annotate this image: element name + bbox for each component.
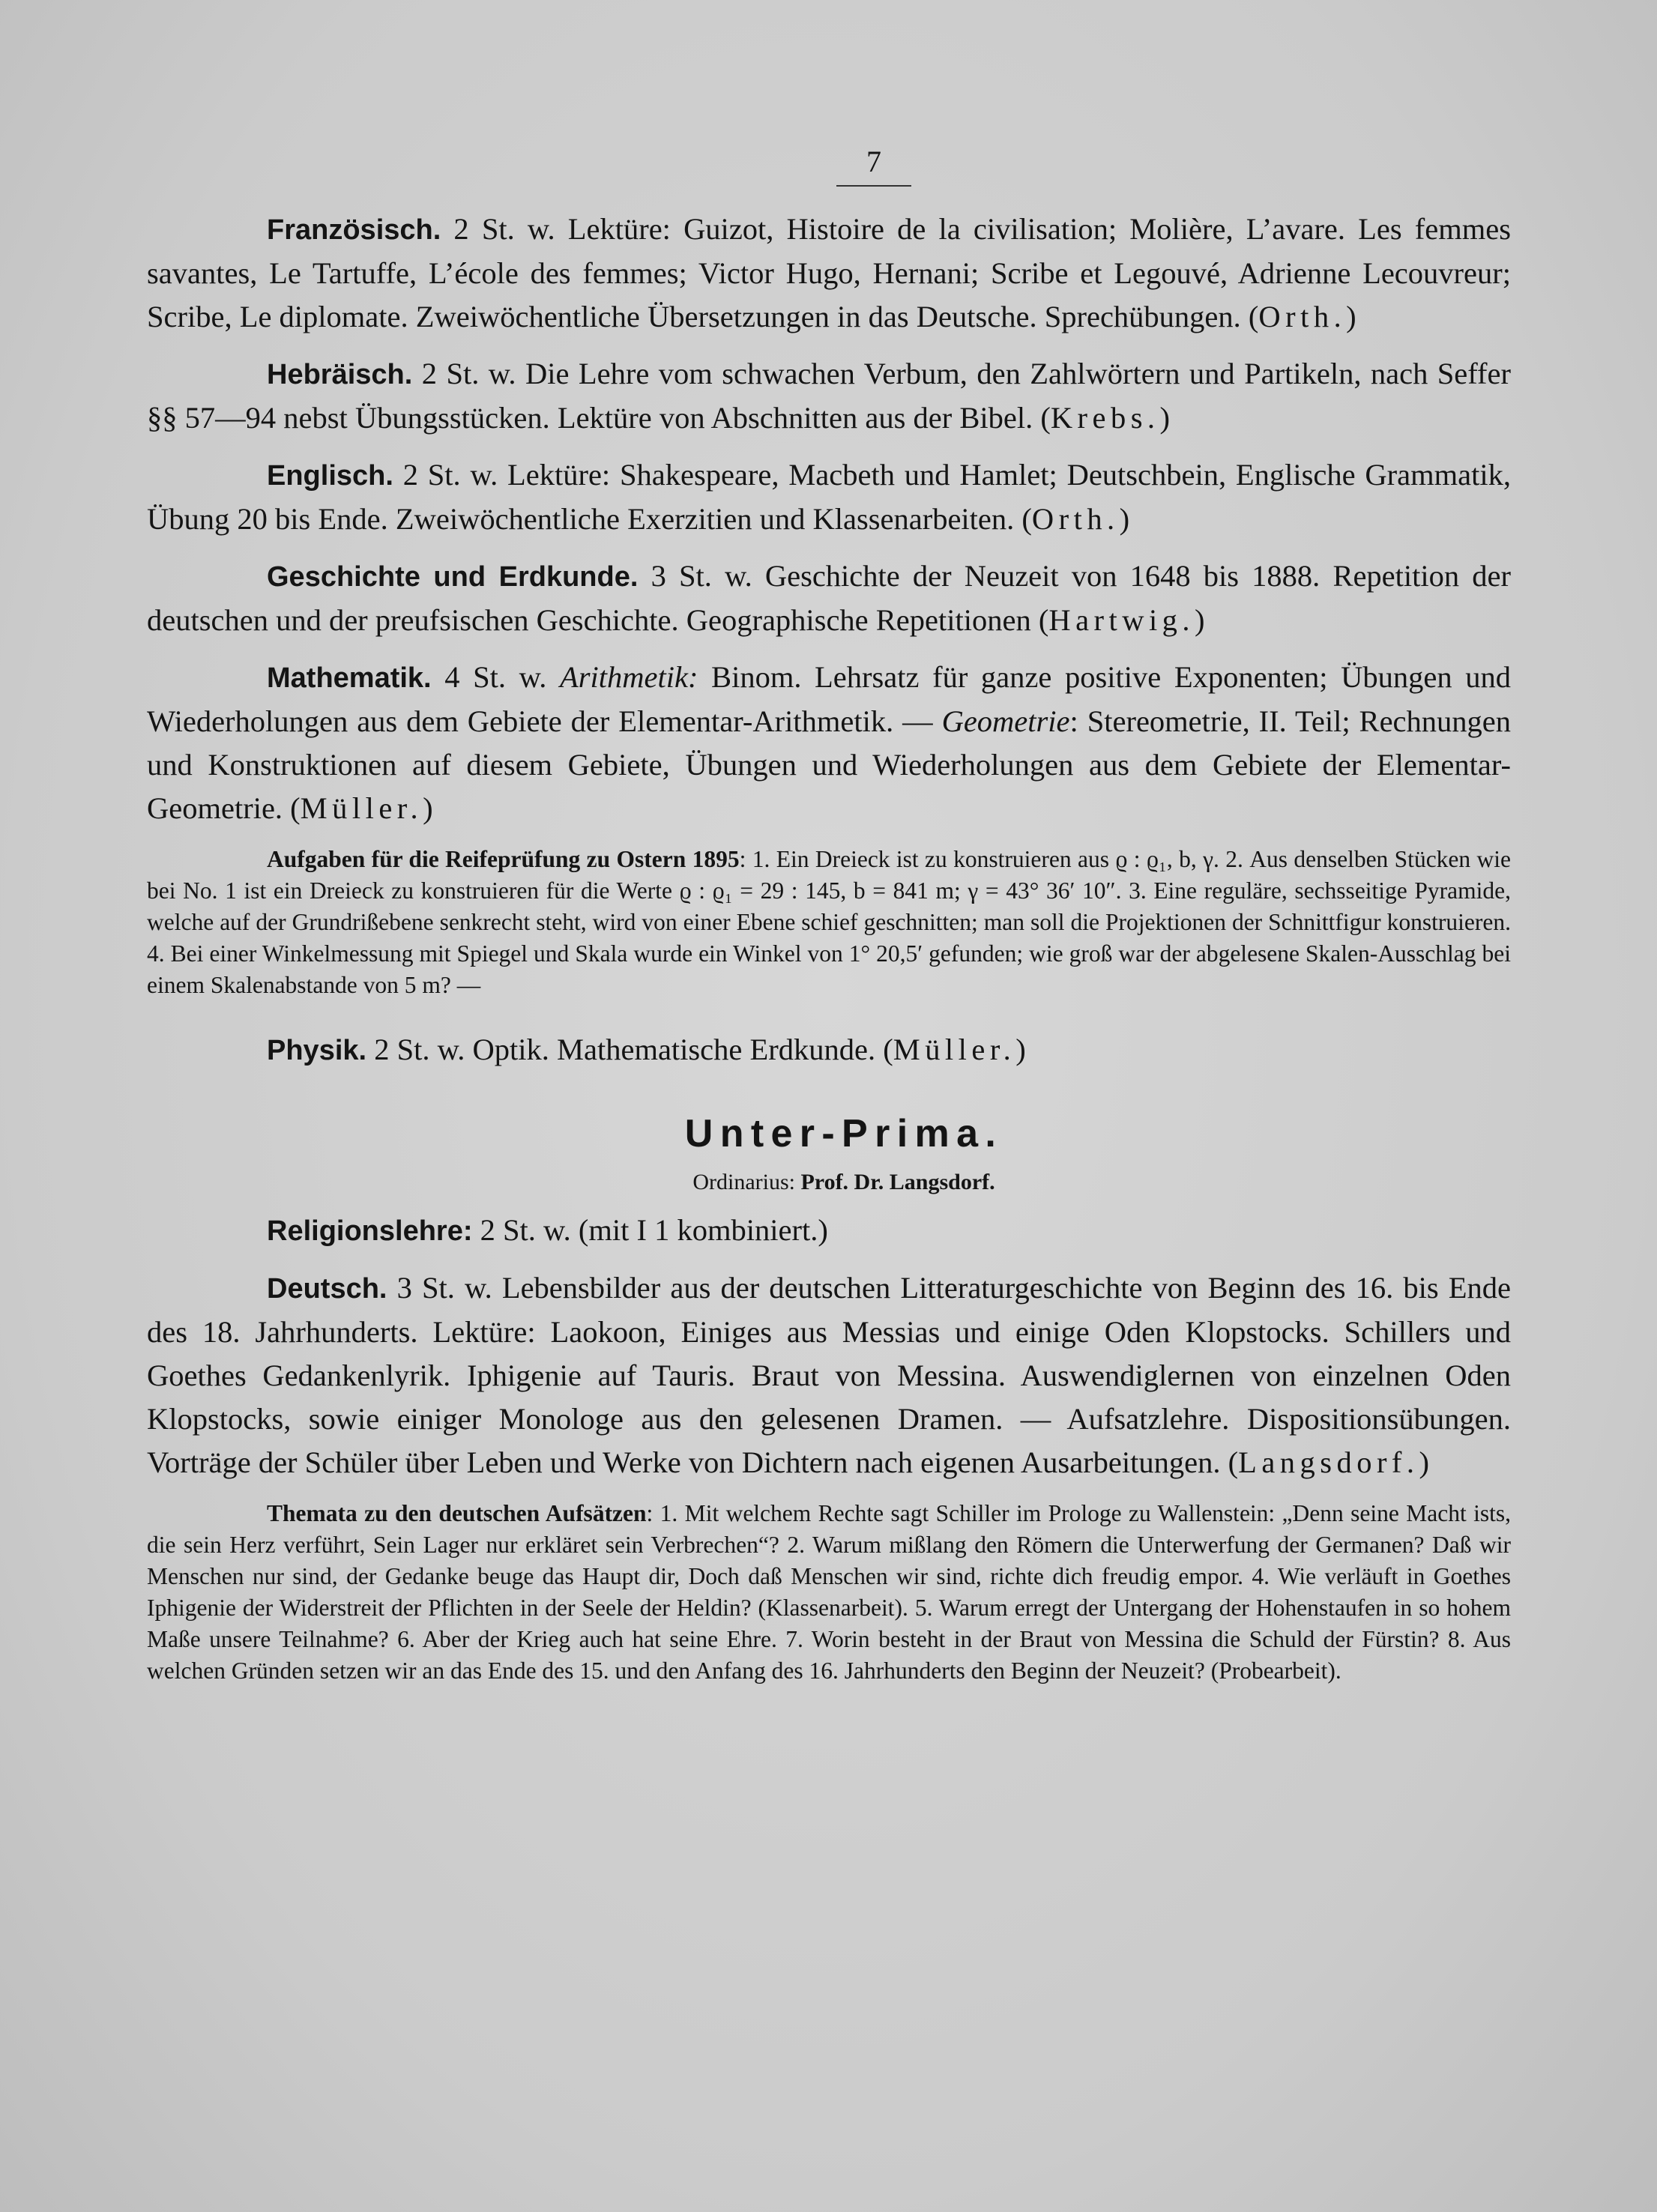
paragraph-religionslehre — [147, 1209, 1511, 1253]
small-heading: Aufgaben für die Reifeprüfung zu Ostern 1895 — [267, 846, 740, 872]
small-heading: Themata zu den deutschen Aufsätzen — [267, 1500, 647, 1526]
teacher-name: Hartwig. — [1048, 603, 1195, 637]
subject-heading: Französisch. — [267, 214, 441, 246]
page-number: 7 — [237, 144, 1511, 179]
paragraph-end: ) — [1159, 401, 1171, 435]
paragraph-text: 4 St. w. — [431, 660, 560, 694]
paragraph-text: 2 St. w. (mit I 1 kombiniert.) — [472, 1213, 828, 1247]
paragraph-themata — [147, 1498, 1511, 1687]
paragraph-end: ) — [423, 791, 433, 825]
paragraph-text: 2 St. w. Lektüre: Shakespeare, Macbeth und Hamlet; Deutschbein, Englische Grammatik, Übung 20 bis Ende. Zweiwöchentliche Exerzitien und Klassenarbeiten. ( — [147, 458, 1511, 536]
paragraph-end: ) — [1346, 300, 1356, 333]
paragraph-text: 2 St. w. Lektüre: Guizot, Histoire de la civilisation; Molière, L’avare. Les femmes savantes, Le Tartuffe, L’école des femmes; Victor Hugo, Hernani; Scribe et Legouvé, Adrienne Lecouvreur; Scribe, Le diplomate. Zweiwöchentliche Übersetzungen in das Deutsche. Sprechübungen. ( — [147, 212, 1511, 333]
ordinarius-name: Prof. Dr. Langsdorf. — [794, 1170, 995, 1194]
teacher-name: Müller. — [893, 1033, 1016, 1066]
subject-heading: Physik. — [267, 1035, 367, 1066]
small-text: : 1. Ein Dreieck ist zu konstruieren aus ϱ : ϱ₁, b, γ. 2. Aus denselben Stücken wie bei No. 1 ist ein Dreieck zu konstruieren für die Werte ϱ : ϱ₁ = 29 : 145, b = 841 m; γ = 43° 36′ 10″. 3. Eine reguläre, sechsseitige Pyramide, welche auf der Grundrißebene senkrecht steht, wird von einer Ebene schief geschnitten; man soll die Projektionen der Schnittfigur konstruieren. 4. Bei einer Winkelmessung mit Spiegel und Skala wurde ein Winkel von 1° 20,5′ gefunden; wie groß war der abgelesene Skalen-Ausschlag bei einem Skalenabstande von 5 m? — — [147, 846, 1511, 998]
paragraph-mathematik — [147, 656, 1511, 830]
subject-heading: Mathematik. — [267, 662, 432, 694]
paragraph-text: Binom. Lehrsatz für ganze positive Exponenten; Übungen und Wiederholungen aus dem Gebiete der Elementar-Arithmetik. — — [147, 660, 1511, 738]
paragraph-deutsch — [147, 1266, 1511, 1484]
subject-heading: Geschichte und Erdkunde. — [267, 561, 639, 593]
small-text: : 1. Mit welchem Rechte sagt Schiller im Prologe zu Wallenstein: „Denn seine Macht ists, die sein Herz verführt, Sein Lager nur erkläret sein Verbrechen“? 2. Warum mißlang den Römern die Unterwerfung der Germanen? Daß wir Menschen nur sind, der Gedanke beuge das Haupt dir, Doch daß Menschen wir sind, richte dich freudig empor. 4. Wie verläuft in Goethes Iphigenie der Widerstreit der Pflichten in der Seele der Heldin? (Klassenarbeit). 5. Warum erregt der Untergang der Hohenstaufen in so hohem Maße unsere Teilnahme? 6. Aber der Krieg auch hat seine Ehre. 7. Worin besteht in der Braut von Messina die Schuld der Fürstin? 8. Aus welchen Gründen setzen wir an das Ende des 15. und den Anfang des 16. Jahrhunderts den Beginn der Neuzeit? (Probearbeit). — [147, 1500, 1511, 1684]
paragraph-hebraeisch — [147, 352, 1511, 440]
paragraph-physik — [147, 1028, 1511, 1072]
italic-term: Geometrie — [941, 704, 1070, 738]
paragraph-text: 3 St. w. Lebensbilder aus der deutschen Litteraturgeschichte von Beginn des 16. bis Ende des 18. Jahrhunderts. Lektüre: Laokoon, Einiges aus Messias und einige Oden Klopstocks. Schillers und Goethes Gedankenlyrik. Iphigenie auf Tauris. Braut von Messina. Auswendiglernen von einzelnen Oden Klopstocks, sowie einiger Monologe aus den gelesenen Dramen. — Aufsatzlehre. Dispositionsübungen. Vorträge der Schüler über Leben und Werke von Dichtern nach eigenen Ausarbeitungen. ( — [147, 1271, 1511, 1479]
paragraph-end: ) — [1015, 1033, 1026, 1066]
subject-heading: Englisch. — [267, 460, 393, 492]
subject-heading: Religionslehre: — [267, 1215, 473, 1247]
teacher-name: Orth. — [1258, 300, 1347, 333]
paragraph-geschichte — [147, 554, 1511, 642]
paragraph-text: 2 St. w. Die Lehre vom schwachen Verbum, den Zahlwörtern und Partikeln, nach Seffer §§ 57—94 nebst Übungsstücken. Lektüre von Abschnitten aus der Bibel. ( — [147, 357, 1511, 435]
paragraph-text: 2 St. w. Optik. Mathematische Erdkunde. ( — [366, 1033, 893, 1066]
paragraph-franzoesisch — [147, 208, 1511, 339]
paragraph-end: ) — [1195, 603, 1205, 637]
teacher-name: Langsdorf. — [1238, 1445, 1419, 1479]
paragraph-text: : Stereometrie, II. Teil; Rechnungen und Konstruktionen auf diesem Gebiete, Übungen und Wiederholungen aus dem Gebiete der Elementar-Geometrie. ( — [147, 704, 1511, 825]
ordinarius-line — [177, 1170, 1511, 1195]
section-title: Unter-Prima. — [684, 1112, 1003, 1155]
paragraph-englisch — [147, 453, 1511, 541]
ordinarius-label: Ordinarius: — [692, 1170, 795, 1194]
teacher-name: Müller. — [300, 791, 423, 825]
subject-heading: Hebräisch. — [267, 359, 413, 390]
teacher-name: Orth. — [1031, 502, 1120, 536]
paragraph-text: 3 St. w. Geschichte der Neuzeit von 1648 bis 1888. Repetition der deutschen und der preufsischen Geschichte. Geographische Repetitionen ( — [147, 559, 1512, 637]
italic-term: Arithmetik: — [559, 660, 698, 694]
page-content — [147, 144, 1511, 1714]
teacher-name: Krebs. — [1050, 401, 1160, 435]
paragraph-end: ) — [1119, 502, 1130, 536]
subject-heading: Deutsch. — [267, 1273, 387, 1305]
paragraph-aufgaben — [147, 844, 1511, 1001]
paragraph-end: ) — [1419, 1445, 1429, 1479]
